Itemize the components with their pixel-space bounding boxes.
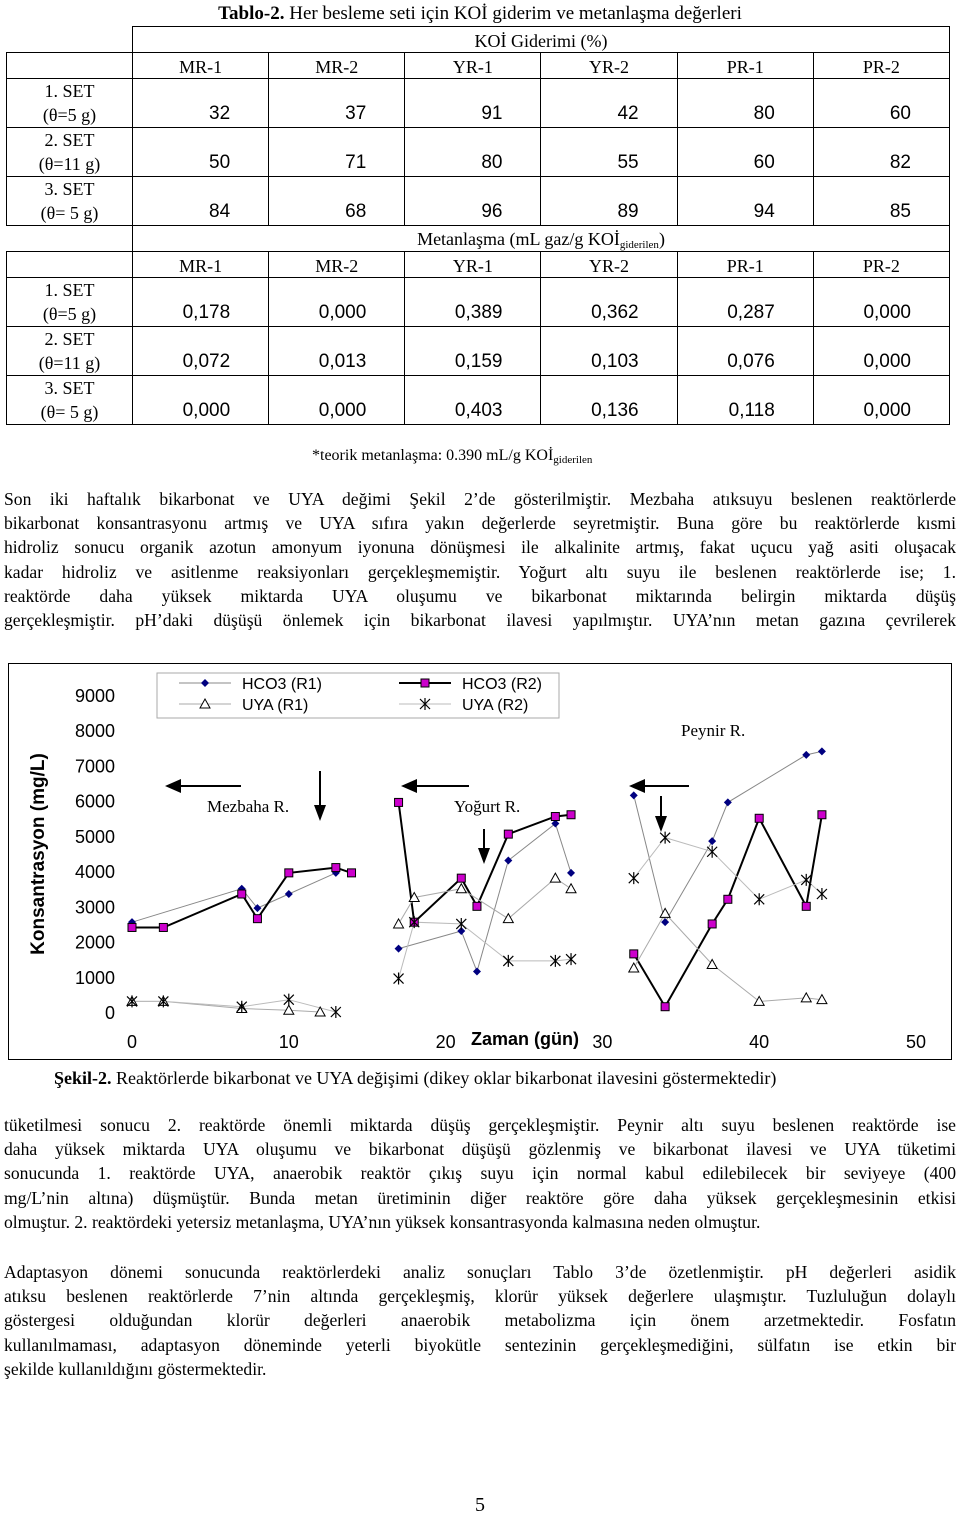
data-point — [550, 873, 560, 882]
table-cell: 0,287 — [677, 278, 813, 327]
x-axis-label: Zaman (gün) — [471, 1029, 579, 1049]
row-label — [7, 79, 133, 128]
empty-cell — [7, 252, 133, 278]
data-point — [630, 791, 638, 799]
legend-label: UYA (R1) — [242, 697, 309, 714]
chart-frame — [8, 663, 952, 1060]
figure-label: Şekil-2. — [54, 1068, 112, 1088]
table-title — [0, 3, 960, 25]
column-header: PR-1 — [677, 252, 813, 278]
column-header: MR-1 — [133, 252, 269, 278]
table-cell: 0,178 — [133, 278, 269, 327]
table-cell: 68 — [269, 177, 405, 226]
set-label: 2. SET — [44, 130, 95, 150]
text-line: gerçekleşmiştir. pH’daki düşüşü önlemek için bikarbonat ilavesi yapılmıştır. UYA’nın metan gazına çevrilerek — [4, 610, 956, 631]
left-arrow-head — [401, 779, 417, 793]
data-point — [551, 813, 559, 821]
data-point — [629, 963, 639, 972]
column-header: YR-1 — [405, 53, 541, 79]
table-row — [7, 177, 950, 226]
text-line: daha yüksek miktarda UYA oluşumu ve bikarbonat düşüşü gözlenmiş ve bikarbonat ilavesi ve UYA tüketimi — [4, 1139, 956, 1160]
data-point — [724, 798, 732, 806]
text-line: tüketilmesi sonucu 2. reaktörde önemli miktarda düşüş gerçekleşmiştir. Peynir altı suyu beslenen reaktörde ise — [4, 1115, 956, 1135]
row-label — [7, 327, 133, 376]
section-header-row — [7, 226, 950, 252]
data-point — [284, 994, 294, 1006]
data-point — [708, 837, 716, 845]
x-tick-label: 10 — [278, 1032, 299, 1052]
table-cell: 0,103 — [541, 327, 677, 376]
table-cell: 0,000 — [269, 278, 405, 327]
column-header: PR-2 — [813, 252, 949, 278]
data-point — [159, 923, 167, 931]
text-line: atıksu beslenen reaktörlerde 7’nin altında gerçekleşmiş, klorür yüksek değerlere ulaşmıştır. Tuzluluğun dolaylı — [4, 1286, 956, 1307]
text-line: şekilde kullanıldığını göstermektedir. — [4, 1358, 267, 1379]
table-row — [7, 278, 950, 327]
text-line: reaktörde daha yüksek miktarda UYA oluşumu ve bikarbonat miktarında belirgin miktarda düşüş — [4, 585, 956, 606]
text-line: sonucunda 1. reaktörde UYA, anaerobik reaktör çıkış suyu için normal kabul edilebilecek bir seviyeye (400 — [4, 1163, 956, 1184]
theta-label: (θ=5 g) — [42, 105, 97, 125]
series-line — [399, 878, 571, 924]
table-row — [7, 376, 950, 425]
page-number: 5 — [475, 1494, 485, 1516]
set-label: 3. SET — [44, 378, 95, 398]
set-label: 2. SET — [44, 329, 95, 349]
data-point — [567, 811, 575, 819]
y-axis-label: Konsantrasyon (mg/L) — [28, 753, 49, 955]
set-label: 1. SET — [44, 81, 95, 101]
row-label — [7, 376, 133, 425]
y-tick-label: 6000 — [74, 791, 115, 812]
table-cell: 0,000 — [813, 278, 949, 327]
column-header-row — [7, 252, 950, 278]
table-cell: 80 — [405, 128, 541, 177]
text-line: mg/L’nin altına) düşmüştür. Bunda metan üretiminin diğer reaktöre göre daha yüksek gerçekleşmesinin etkisi — [4, 1187, 956, 1208]
table-cell: 0,403 — [405, 376, 541, 425]
y-tick-label: 1000 — [74, 967, 115, 988]
column-header-row — [7, 53, 950, 79]
data-point — [473, 967, 481, 975]
data-point — [457, 874, 465, 882]
empty-cell — [7, 53, 133, 79]
data-point — [755, 814, 763, 822]
table-cell: 60 — [813, 79, 949, 128]
chart-annotation: Yoğurt R. — [454, 797, 521, 816]
data-point — [285, 890, 293, 898]
data-point — [503, 914, 513, 923]
column-header: MR-2 — [269, 252, 405, 278]
table-cell: 37 — [269, 79, 405, 128]
column-header: YR-2 — [541, 53, 677, 79]
table-cell: 0,159 — [405, 327, 541, 376]
data-point — [660, 832, 670, 844]
left-arrow-head — [165, 779, 181, 793]
table-cell: 60 — [677, 128, 813, 177]
row-label — [7, 177, 133, 226]
text-line: Son iki haftalık bikarbonat ve UYA değimi Şekil 2’de gösterilmiştir. Mezbaha atıksuyu beslenen reaktörlerde — [4, 489, 956, 509]
column-header: YR-1 — [405, 252, 541, 278]
legend-label: UYA (R2) — [462, 697, 529, 714]
table-cell: 42 — [541, 79, 677, 128]
y-tick-label: 3000 — [74, 897, 115, 918]
table-row — [7, 128, 950, 177]
left-arrow-head — [629, 779, 645, 793]
down-arrow-head — [478, 848, 490, 864]
legend-label: HCO3 (R1) — [242, 676, 323, 693]
table-cell: 71 — [269, 128, 405, 177]
y-tick-label: 9000 — [74, 686, 115, 706]
table-cell: 96 — [405, 177, 541, 226]
data-point — [504, 830, 512, 838]
data-point — [253, 915, 261, 923]
data-point — [661, 918, 669, 926]
table-title-text: Her besleme seti için KOİ giderim ve metanlaşma değerleri — [284, 3, 742, 24]
theta-label: (θ=11 g) — [38, 154, 101, 174]
y-tick-label: 5000 — [74, 826, 115, 847]
figure-caption — [54, 1068, 776, 1089]
data-point — [707, 846, 717, 858]
data-point — [630, 950, 638, 958]
table-label: Tablo-2. — [218, 3, 285, 24]
section-header — [133, 27, 950, 53]
text-line: bikarbonat konsantrasyonu artmış ve UYA sıfıra yakın değerlerde seyretmiştir. Buna göre bu reaktörlerde kısmi — [4, 513, 956, 534]
data-point — [332, 864, 340, 872]
footnote-text: *teorik metanlaşma: 0.390 mL/g KOİ — [312, 447, 554, 464]
table-cell: 0,013 — [269, 327, 405, 376]
y-tick-label: 2000 — [74, 932, 115, 953]
x-tick-label: 0 — [126, 1032, 138, 1052]
series-line — [399, 922, 571, 978]
table-cell: 55 — [541, 128, 677, 177]
chart-annotation: Mezbaha R. — [207, 797, 290, 816]
table-cell: 32 — [133, 79, 269, 128]
table-cell: 0,389 — [405, 278, 541, 327]
chart-annotation: Peynir R. — [681, 721, 746, 740]
row-label — [7, 128, 133, 177]
data-point — [395, 945, 403, 953]
table-cell: 0,076 — [677, 327, 813, 376]
text-line: hidroliz sonucu organik azotun amonyum iyonuna dönüşmesi ile alkalinite artmış, fakat uçucu yağ asiti oluşacak — [4, 537, 956, 558]
table-cell: 84 — [133, 177, 269, 226]
table-footnote — [312, 447, 592, 466]
footnote-subscript: giderilen — [553, 454, 593, 466]
x-tick-label: 20 — [435, 1032, 456, 1052]
theta-label: (θ=5 g) — [42, 304, 97, 324]
y-tick-label: 8000 — [74, 721, 115, 742]
text-line: kadar hidroliz ve asitlenme reaksiyonları gerçekleşmemiştir. Yoğurt altı suyu ile beslenen reaktörlerde ise; 1. — [4, 561, 956, 582]
table-cell: 0,000 — [813, 327, 949, 376]
theta-label: (θ= 5 g) — [40, 402, 99, 422]
table-cell: 0,000 — [269, 376, 405, 425]
series-line — [634, 913, 822, 1001]
row-label — [7, 278, 133, 327]
y-tick-label: 4000 — [74, 862, 115, 883]
legend-label: HCO3 (R2) — [462, 676, 543, 693]
text-line: göstergesi olduğundan klorür değerleri anaerobik metabolizma için önem arzetmektedir. Fosfatın — [4, 1310, 956, 1331]
section-header-row — [7, 27, 950, 53]
paragraph-2 — [4, 1113, 956, 1234]
down-arrow-head — [314, 805, 326, 821]
section-header-subscript: giderilen — [619, 239, 659, 251]
table-cell: 89 — [541, 177, 677, 226]
x-tick-label: 30 — [592, 1032, 613, 1052]
data-point — [818, 747, 826, 755]
text-line: Adaptasyon dönemi sonucunda reaktörlerdeki analiz sonuçları Tablo 3’de özetlenmiştir. pH değerleri asidik — [4, 1262, 956, 1282]
section-header-text: KOİ Giderimi (%) — [474, 31, 608, 51]
down-arrow-head — [655, 816, 667, 832]
table-cell: 0,362 — [541, 278, 677, 327]
table-cell: 85 — [813, 177, 949, 226]
data-point — [801, 993, 811, 1002]
theta-label: (θ=11 g) — [38, 353, 101, 373]
table-cell: 0,000 — [133, 376, 269, 425]
data-point — [394, 973, 404, 985]
x-tick-label: 40 — [749, 1032, 770, 1052]
text-line: olmuştur. 2. reaktördeki yetersiz metanlaşma, UYA’nın yüksek konsantrasyonda kalmasına neden olmuştur. — [4, 1211, 761, 1232]
data-point — [754, 893, 764, 905]
section-header-end: ) — [658, 229, 665, 249]
data-point — [395, 798, 403, 806]
x-tick-label: 50 — [905, 1032, 927, 1052]
column-header: MR-1 — [133, 53, 269, 79]
data-point — [818, 811, 826, 819]
text-line: kullanılmaması, adaptasyon döneminde yeterli biyokütle sentezinin gerçekleşmediğini, sülfatın ise etkin bir — [4, 1334, 956, 1355]
data-point — [421, 679, 429, 687]
theta-label: (θ= 5 g) — [40, 203, 99, 223]
paragraph-1 — [4, 487, 956, 632]
table-cell: 0,000 — [813, 376, 949, 425]
set-label: 1. SET — [44, 280, 95, 300]
column-header: YR-2 — [541, 252, 677, 278]
section-header-text: Metanlaşma (mL gaz/g KOİ — [417, 229, 620, 249]
series-line — [634, 838, 822, 900]
data-point — [724, 895, 732, 903]
data-point — [708, 920, 716, 928]
table-cell: 80 — [677, 79, 813, 128]
chart — [9, 664, 951, 1059]
table-cell: 50 — [133, 128, 269, 177]
data-point — [238, 890, 246, 898]
column-header: MR-2 — [269, 53, 405, 79]
set-label: 3. SET — [44, 179, 95, 199]
table-cell: 94 — [677, 177, 813, 226]
empty-cell — [7, 27, 133, 53]
data-point — [566, 884, 576, 893]
data-point — [473, 902, 481, 910]
data-point — [128, 923, 136, 931]
figure-caption-text: Reaktörlerde bikarbonat ve UYA değişimi (dikey oklar bikarbonat ilavesini göstermektedir) — [111, 1068, 777, 1088]
section-header — [133, 226, 950, 252]
column-header: PR-2 — [813, 53, 949, 79]
data-point — [629, 872, 639, 884]
data-point — [394, 919, 404, 928]
table-cell: 0,072 — [133, 327, 269, 376]
data-point — [802, 751, 810, 759]
table-cell: 0,118 — [677, 376, 813, 425]
table-row — [7, 327, 950, 376]
y-tick-label: 0 — [104, 1003, 115, 1023]
empty-cell — [7, 226, 133, 252]
data-point — [802, 902, 810, 910]
table-cell: 82 — [813, 128, 949, 177]
table-row — [7, 79, 950, 128]
data-point — [285, 869, 293, 877]
table-cell: 91 — [405, 79, 541, 128]
table-cell: 0,136 — [541, 376, 677, 425]
y-tick-label: 7000 — [74, 756, 115, 777]
data-point — [331, 1006, 341, 1018]
data-point — [661, 1003, 669, 1011]
data-point — [817, 888, 827, 900]
column-header: PR-1 — [677, 53, 813, 79]
data-point — [348, 869, 356, 877]
data-point — [567, 869, 575, 877]
results-table — [6, 26, 950, 425]
paragraph-3 — [4, 1260, 956, 1381]
